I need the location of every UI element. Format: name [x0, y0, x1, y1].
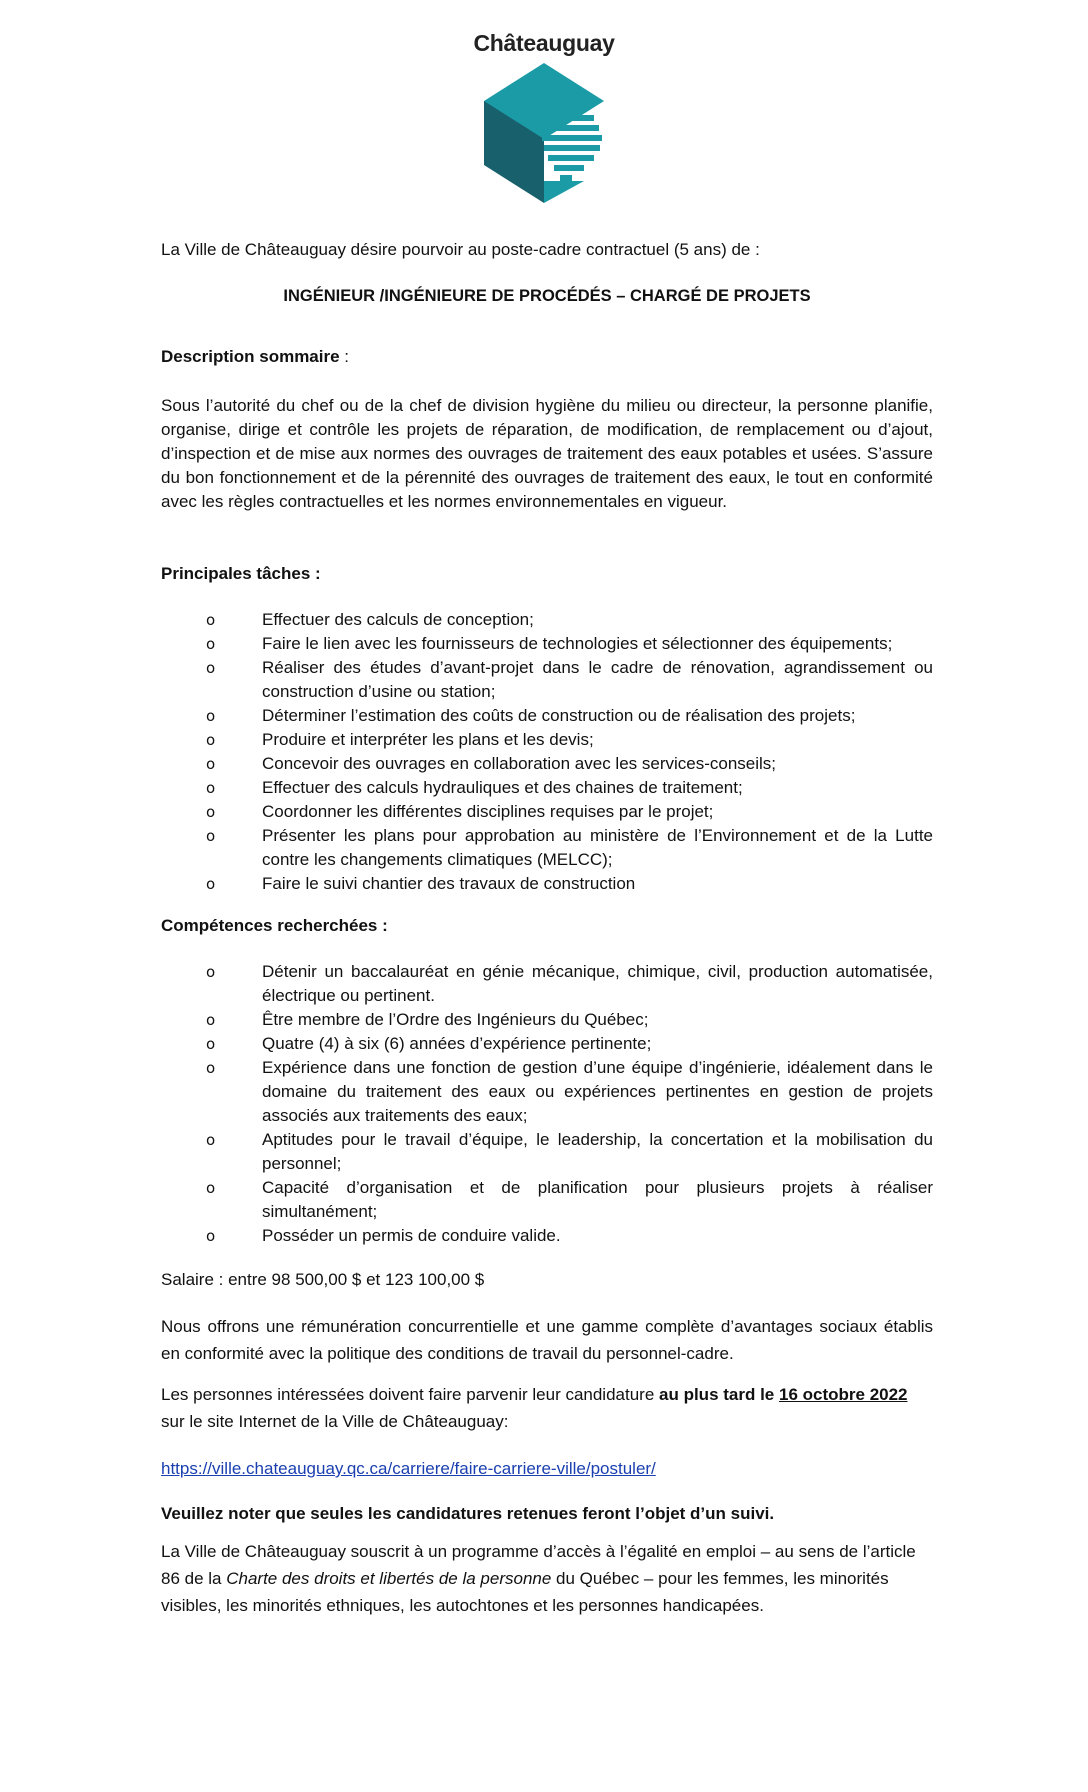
chateauguay-logo-icon: [484, 63, 604, 203]
task-item-text: Réaliser des études d’avant-projet dans le cadre de rénovation, agrandissement ou construction d’usine ou station;: [262, 658, 933, 701]
list-bullet: o: [206, 611, 216, 629]
apply-prefix: Les personnes intéressées doivent faire parvenir leur candidature: [161, 1385, 660, 1404]
skill-item: [161, 1176, 933, 1224]
list-bullet: o: [206, 1131, 216, 1149]
skill-item: [161, 1128, 933, 1176]
list-bullet: o: [206, 875, 216, 893]
list-bullet: o: [206, 963, 216, 981]
skill-item-text: Capacité d’organisation et de planification pour plusieurs projets à réaliser simultanément;: [262, 1178, 933, 1221]
task-item: [161, 632, 933, 656]
list-bullet: o: [206, 659, 216, 677]
list-bullet: o: [206, 779, 216, 797]
document-body: [161, 238, 933, 1619]
skills-heading: Compétences recherchées :: [161, 916, 388, 935]
list-bullet: o: [206, 1227, 216, 1245]
task-item-text: Effectuer des calculs hydrauliques et des chaines de traitement;: [262, 778, 743, 797]
salary-text: Salaire : entre 98 500,00 $ et 123 100,00 $: [161, 1270, 485, 1289]
task-item: [161, 608, 933, 632]
job-title: INGÉNIEUR /INGÉNIEURE DE PROCÉDÉS – CHARGÉ DE PROJETS: [283, 287, 811, 305]
charter-name: Charte des droits et libertés de la personne: [226, 1569, 552, 1588]
list-bullet: o: [206, 635, 216, 653]
task-item: [161, 824, 933, 872]
tasks-list: [161, 608, 933, 896]
list-bullet: o: [206, 1035, 216, 1053]
equal-opportunity-text: [161, 1538, 933, 1619]
list-bullet: o: [206, 1179, 216, 1197]
task-item-text: Coordonner les différentes disciplines requises par le projet;: [262, 802, 714, 821]
list-bullet: o: [206, 803, 216, 821]
list-bullet: o: [206, 731, 216, 749]
follow-up-note: Veuillez noter que seules les candidatures retenues feront l’objet d’un suivi.: [161, 1504, 775, 1523]
offer-text: Nous offrons une rémunération concurrentielle et une gamme complète d’avantages sociaux établis en conformité avec la politique des conditions de travail du personnel-cadre.: [161, 1317, 933, 1363]
task-item: [161, 656, 933, 704]
skill-item-text: Posséder un permis de conduire valide.: [262, 1226, 561, 1245]
task-item: [161, 776, 933, 800]
task-item-text: Déterminer l’estimation des coûts de construction ou de réalisation des projets;: [262, 706, 856, 725]
task-item-text: Présenter les plans pour approbation au ministère de l’Environnement et de la Lutte contre les changements climatiques (MELCC);: [262, 826, 933, 869]
intro-text: La Ville de Châteauguay désire pourvoir au poste-cadre contractuel (5 ans) de :: [161, 240, 760, 259]
list-bullet: o: [206, 1059, 216, 1077]
skill-item-text: Quatre (4) à six (6) années d’expérience pertinente;: [262, 1034, 652, 1053]
equal-suffix: du Québec – pour les femmes, les minorités visibles, les minorités ethniques, les autochtones et les personnes handicapées.: [161, 1569, 889, 1615]
description-heading-suffix: :: [339, 347, 350, 366]
task-item-text: Effectuer des calculs de conception;: [262, 610, 534, 629]
skill-item: [161, 960, 933, 1008]
header-logo: [0, 30, 1088, 203]
task-item-text: Concevoir des ouvrages en collaboration avec les services-conseils;: [262, 754, 777, 773]
apply-deadline-label: au plus tard le: [659, 1385, 779, 1404]
task-item: [161, 752, 933, 776]
task-item-text: Faire le suivi chantier des travaux de construction: [262, 874, 636, 893]
description-heading-label: Description sommaire: [161, 347, 340, 366]
skill-item-text: Être membre de l’Ordre des Ingénieurs du Québec;: [262, 1010, 649, 1029]
task-item: [161, 800, 933, 824]
skill-item: [161, 1224, 933, 1248]
task-item-text: Faire le lien avec les fournisseurs de technologies et sélectionner des équipements;: [262, 634, 893, 653]
skill-item-text: Détenir un baccalauréat en génie mécanique, chimique, civil, production automatisée, électrique ou pertinent.: [262, 962, 933, 1005]
skill-item-text: Aptitudes pour le travail d’équipe, le leadership, la concertation et la mobilisation du personnel;: [262, 1130, 933, 1173]
task-item-text: Produire et interpréter les plans et les devis;: [262, 730, 594, 749]
tasks-heading: Principales tâches :: [161, 564, 321, 583]
logo-wordmark: Châteauguay: [473, 30, 615, 56]
skill-item: [161, 1032, 933, 1056]
apply-deadline-date: 16 octobre 2022: [779, 1385, 908, 1404]
task-item: [161, 728, 933, 752]
application-link-paragraph: [161, 1457, 933, 1481]
skill-item: [161, 1056, 933, 1128]
application-link[interactable]: https://ville.chateauguay.qc.ca/carriere/faire-carriere-ville/postuler/: [161, 1459, 656, 1478]
equal-prefix: La Ville de Châteauguay souscrit à un programme d’accès à l’égalité en emploi – au sens de l’article 86 de la: [161, 1542, 916, 1588]
description-heading: [161, 345, 933, 369]
list-bullet: o: [206, 827, 216, 845]
skill-item: [161, 1008, 933, 1032]
list-bullet: o: [206, 707, 216, 725]
apply-suffix: sur le site Internet de la Ville de Châteauguay:: [161, 1412, 509, 1431]
list-bullet: o: [206, 1011, 216, 1029]
skill-item-text: Expérience dans une fonction de gestion d’une équipe d’ingénierie, idéalement dans le domaine du traitement des eaux ou expériences pertinentes en gestion de projets associés aux traitements des eaux;: [262, 1058, 933, 1125]
description-body: Sous l’autorité du chef ou de la chef de division hygiène du milieu ou directeur, la personne planifie, organise, dirige et contrôle les projets de réparation, de modification, de remplacement ou d’ajout, d’inspection et de mise aux normes des ouvrages de traitement des eaux potables et usées. S’assure du bon fonctionnement et de la pérennité des ouvrages de traitement des eaux, le tout en conformité avec les règles contractuelles et les normes environnementales en vigueur.: [161, 396, 933, 511]
apply-text: [161, 1381, 933, 1435]
skills-list: [161, 960, 933, 1248]
task-item: [161, 872, 933, 896]
list-bullet: o: [206, 755, 216, 773]
task-item: [161, 704, 933, 728]
